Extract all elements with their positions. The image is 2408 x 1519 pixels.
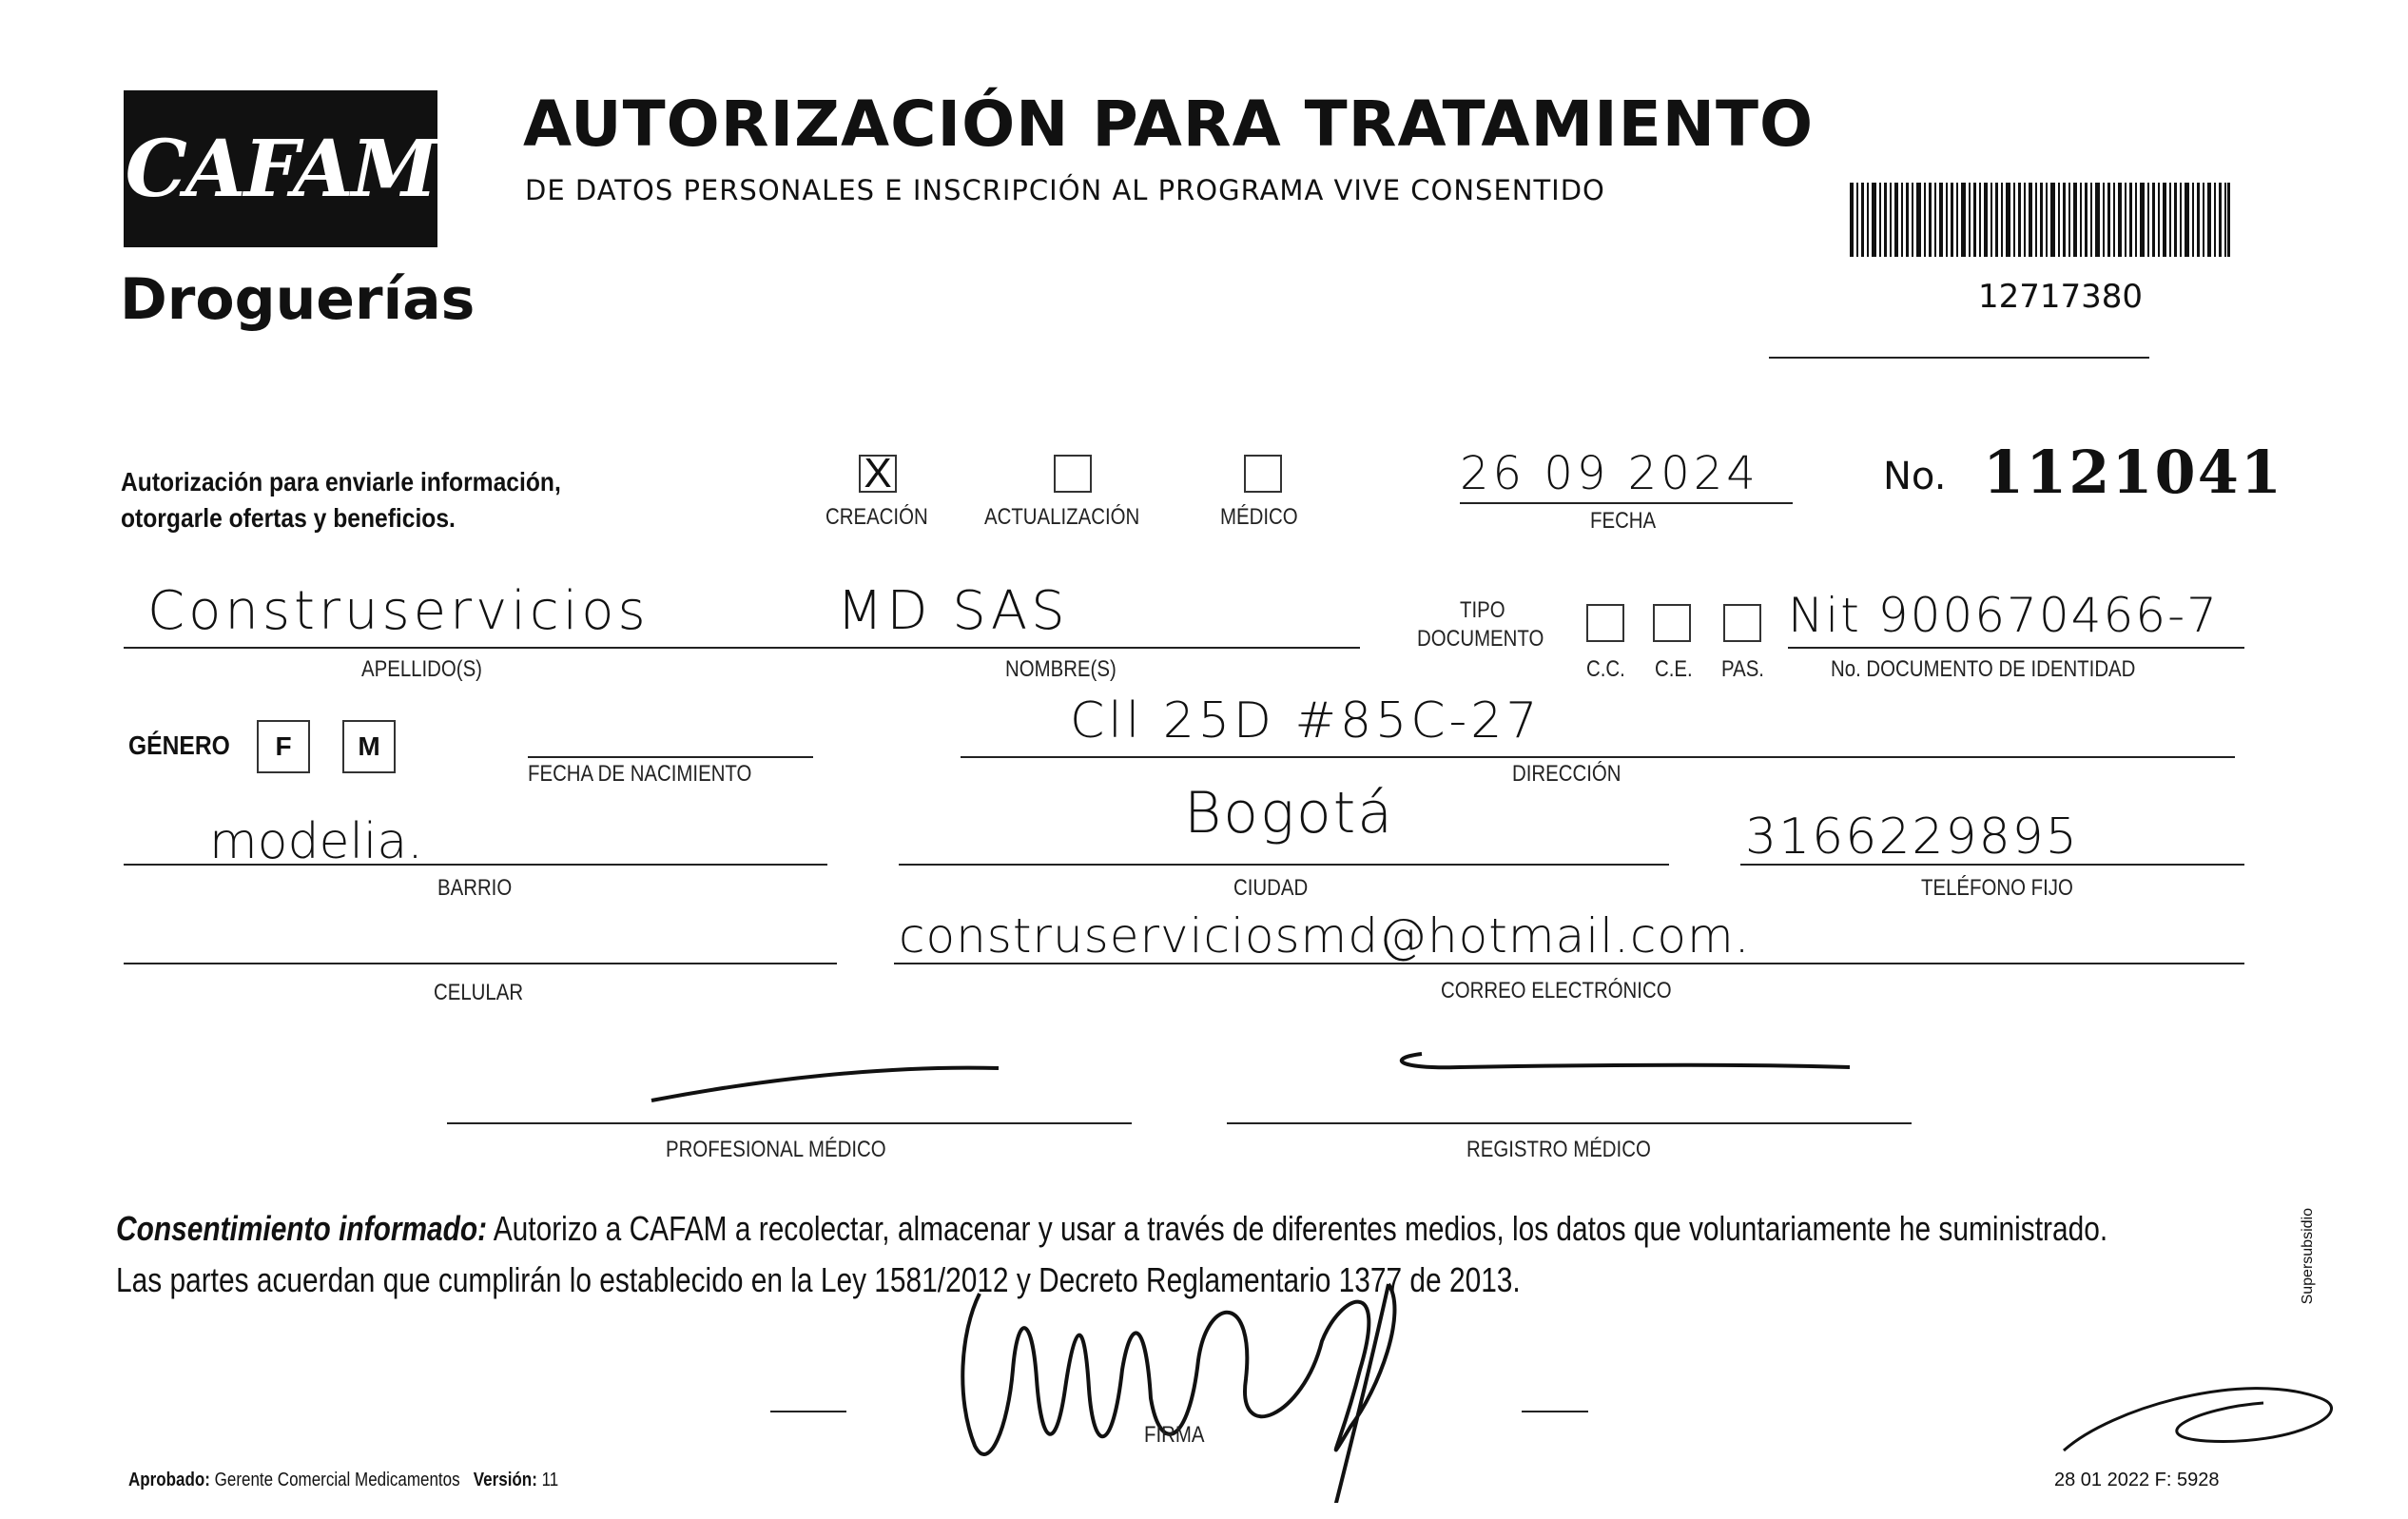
doc-type-pas: PAS. xyxy=(1721,656,1764,682)
name-value[interactable]: MD SAS xyxy=(837,580,1069,642)
form-number: 1121041 xyxy=(1983,438,2283,507)
date-label: FECHA xyxy=(1590,508,1657,534)
mobile-line xyxy=(124,963,837,964)
form-subtitle: DE DATOS PERSONALES E INSCRIPCIÓN AL PROGRAMA VIVE CONSENTIDO xyxy=(525,174,1605,206)
address-label: DIRECCIÓN xyxy=(1512,761,1622,787)
footer-approval: Aprobado: Gerente Comercial Medicamentos Versión: 11 xyxy=(128,1470,559,1490)
checkbox-actualizacion[interactable] xyxy=(1054,455,1092,493)
doc-number-value[interactable]: Nit 900670466-7 xyxy=(1788,588,2219,643)
name-line xyxy=(827,647,1360,649)
signature-label: FIRMA xyxy=(1144,1422,1205,1448)
signature-line-left xyxy=(770,1411,846,1412)
consent-line-2: Las partes acuerdan que cumplirán lo establecido en la Ley 1581/2012 y Decreto Reglamentario 1377 de 2013. xyxy=(116,1260,1521,1299)
checkbox-cc[interactable] xyxy=(1586,604,1624,642)
doc-type-label-1: TIPO xyxy=(1460,597,1505,623)
registry-line xyxy=(1227,1122,1912,1124)
surname-label: APELLIDO(S) xyxy=(361,656,482,682)
neighborhood-label: BARRIO xyxy=(437,875,513,901)
doc-type-label-2: DOCUMENTO xyxy=(1417,626,1544,652)
city-label: CIUDAD xyxy=(1233,875,1309,901)
date-line xyxy=(1460,502,1793,504)
professional-line xyxy=(447,1122,1132,1124)
initials-icon xyxy=(2054,1351,2378,1465)
professional-label: PROFESIONAL MÉDICO xyxy=(666,1137,886,1162)
phone-value[interactable]: 3166229895 xyxy=(1745,808,2079,866)
date-value[interactable]: 26 09 2024 xyxy=(1460,447,1759,500)
neighborhood-value[interactable]: modelia. xyxy=(209,813,423,870)
surname-value[interactable]: Construservicios xyxy=(147,580,650,642)
option-label-actualizacion: ACTUALIZACIÓN xyxy=(984,504,1140,530)
birthdate-line xyxy=(528,756,813,758)
footer-code: 28 01 2022 F: 5928 xyxy=(2054,1470,2220,1490)
authorization-intro-line2: otorgarle ofertas y beneficios. xyxy=(121,503,456,533)
authorization-intro-line1: Autorización para enviarle información, xyxy=(121,467,561,497)
number-label: No. xyxy=(1883,455,1947,498)
checkbox-ce[interactable] xyxy=(1653,604,1691,642)
consent-heading: Consentimiento informado: xyxy=(116,1209,488,1248)
doc-type-cc: C.C. xyxy=(1586,656,1625,682)
surname-line xyxy=(124,647,865,649)
option-label-medico: MÉDICO xyxy=(1220,504,1298,530)
name-label: NOMBRE(S) xyxy=(1005,656,1117,682)
option-label-creacion: CREACIÓN xyxy=(825,504,928,530)
gender-m-box[interactable]: M xyxy=(342,720,396,773)
logo-text: CAFAM xyxy=(125,123,437,215)
brand-subtitle: Droguerías xyxy=(120,266,476,333)
signature-line-right xyxy=(1522,1411,1588,1412)
birthdate-label: FECHA DE NACIMIENTO xyxy=(528,761,752,787)
registry-label: REGISTRO MÉDICO xyxy=(1466,1137,1651,1162)
email-value[interactable]: construserviciosmd@hotmail.com. xyxy=(899,908,1751,964)
doc-type-ce: C.E. xyxy=(1655,656,1693,682)
city-line xyxy=(899,864,1669,866)
consent-line-1: Autorizo a CAFAM a recolectar, almacenar y usar a través de diferentes medios, los datos que voluntariamente he suministrado. xyxy=(493,1209,2108,1248)
gender-label: GÉNERO xyxy=(128,730,230,760)
address-line xyxy=(961,756,2235,758)
address-value[interactable]: Cll 25D #85C-27 xyxy=(1070,692,1542,750)
scribble-mark-icon xyxy=(1384,1046,1859,1084)
barcode-icon xyxy=(1850,183,2230,257)
doc-number-line xyxy=(1788,647,2244,649)
email-label: CORREO ELECTRÓNICO xyxy=(1441,978,1672,1003)
signature-icon xyxy=(942,1256,1474,1503)
form-title: AUTORIZACIÓN PARA TRATAMIENTO xyxy=(523,88,1815,161)
divider xyxy=(1769,357,2149,359)
doc-number-label: No. DOCUMENTO DE IDENTIDAD xyxy=(1831,656,2136,682)
checkbox-medico[interactable] xyxy=(1244,455,1282,493)
email-line xyxy=(894,963,2244,964)
phone-line xyxy=(1740,864,2244,866)
supersubsidio-side-text: Supersubsidio xyxy=(2300,1208,2316,1305)
mobile-label: CELULAR xyxy=(434,980,524,1005)
cafam-logo xyxy=(124,90,437,247)
city-value[interactable]: Bogotá xyxy=(1184,780,1395,847)
barcode-number: 12717380 xyxy=(1978,278,2144,316)
gender-f-box[interactable]: F xyxy=(257,720,310,773)
checkbox-creacion[interactable] xyxy=(859,450,897,497)
check-mark-icon: X xyxy=(864,450,892,497)
scribble-mark-icon xyxy=(647,1051,1008,1108)
checkbox-pas[interactable] xyxy=(1723,604,1761,642)
phone-label: TELÉFONO FIJO xyxy=(1921,875,2073,901)
neighborhood-line xyxy=(124,864,827,866)
